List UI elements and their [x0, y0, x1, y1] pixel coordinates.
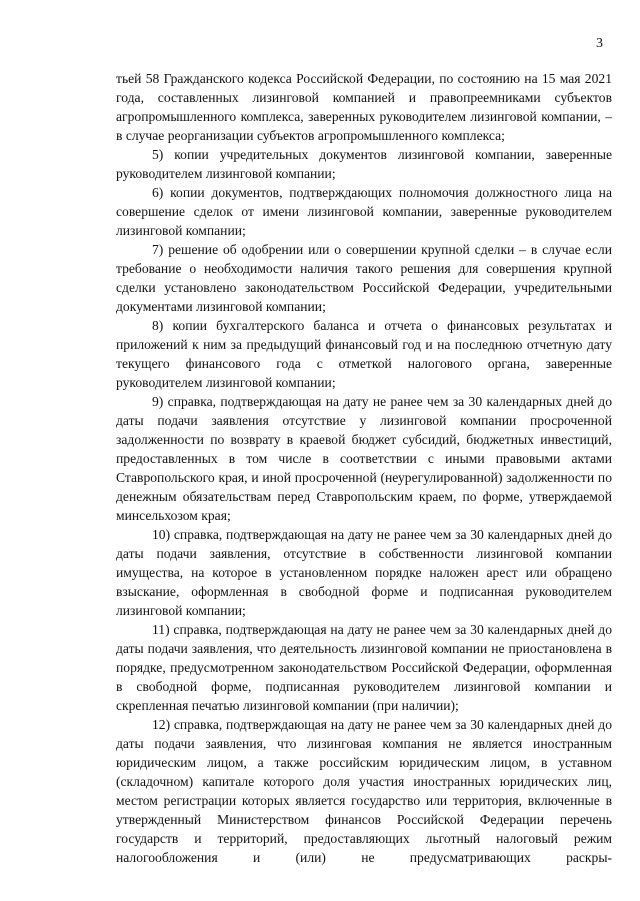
page-number: 3 — [596, 36, 603, 51]
list-item: 8) копии бухгалтерского баланса и отчета о финансовых результатах и приложений к ним за предыдущий финансовый год и на последнюю отчетную дату текущего финансового года с отметкой налогового органа, заверенные руководителем лизинговой компании; — [116, 318, 612, 390]
paragraph: тьей 58 Гражданского кодекса Российской Федерации, по состоянию на 15 мая 2021 года, составленных лизинговой компанией и правопреемниками субъектов агропромышленного комплекса, заверенных руководителем лизинговой компании, – в случае реорганизации субъектов агропромышленного комплекса; — [116, 71, 612, 143]
list-item: 11) справка, подтверждающая на дату не ранее чем за 30 календарных дней до даты подачи заявления, что деятельность лизинговой компании не приостановлена в порядке, предусмотренном законодательством Российской Федерации, оформленная в свободной форме, подписанная руководителем лизинговой компании и скрепленная печатью лизинговой компании (при наличии); — [116, 622, 612, 713]
list-item: 12) справка, подтверждающая на дату не ранее чем за 30 календарных дней до даты подачи заявления, что лизинговая компания не является иностранным юридическим лицом, а также российским юридическим лицом, в уставном (складочном) капитале которого доля участия иностранных юридических лиц, местом регистрации которых является государство или территория, включенные в утвержденный Министерством финансов Российской Федерации перечень государств и территорий, предоставляющих льготный налоговый режим налогообложения и (или) не предусматривающих раскры- — [116, 717, 612, 865]
list-item: 5) копии учредительных документов лизинговой компании, заверенные руководителем лизинговой компании; — [116, 147, 612, 181]
list-item: 10) справка, подтверждающая на дату не ранее чем за 30 календарных дней до даты подачи заявления, отсутствие в собственности лизинговой компании имущества, на которое в установленном порядке наложен арест или обращено взыскание, оформленная в свободной форме и подписанная руководителем лизинговой компании; — [116, 527, 612, 618]
list-item: 6) копии документов, подтверждающих полномочия должностного лица на совершение сделок от имени лизинговой компании, заверенные руководителем лизинговой компании; — [116, 185, 612, 238]
list-item: 7) решение об одобрении или о совершении крупной сделки – в случае если требование о необходимости наличия такого решения для совершения крупной сделки установлено законодательством Российской Федерации, учредительными документами лизинговой компании; — [116, 242, 612, 314]
document-body — [116, 69, 612, 867]
list-item: 9) справка, подтверждающая на дату не ранее чем за 30 календарных дней до даты подачи заявления отсутствие у лизинговой компании просроченной задолженности по возврату в краевой бюджет субсидий, бюджетных инвестиций, предоставленных в том числе в соответствии с иными правовыми актами Ставропольского края, и иной просроченной (неурегулированной) задолженности по денежным обязательствам перед Ставропольским краем, по форме, утверждаемой минсельхозом края; — [116, 394, 612, 523]
